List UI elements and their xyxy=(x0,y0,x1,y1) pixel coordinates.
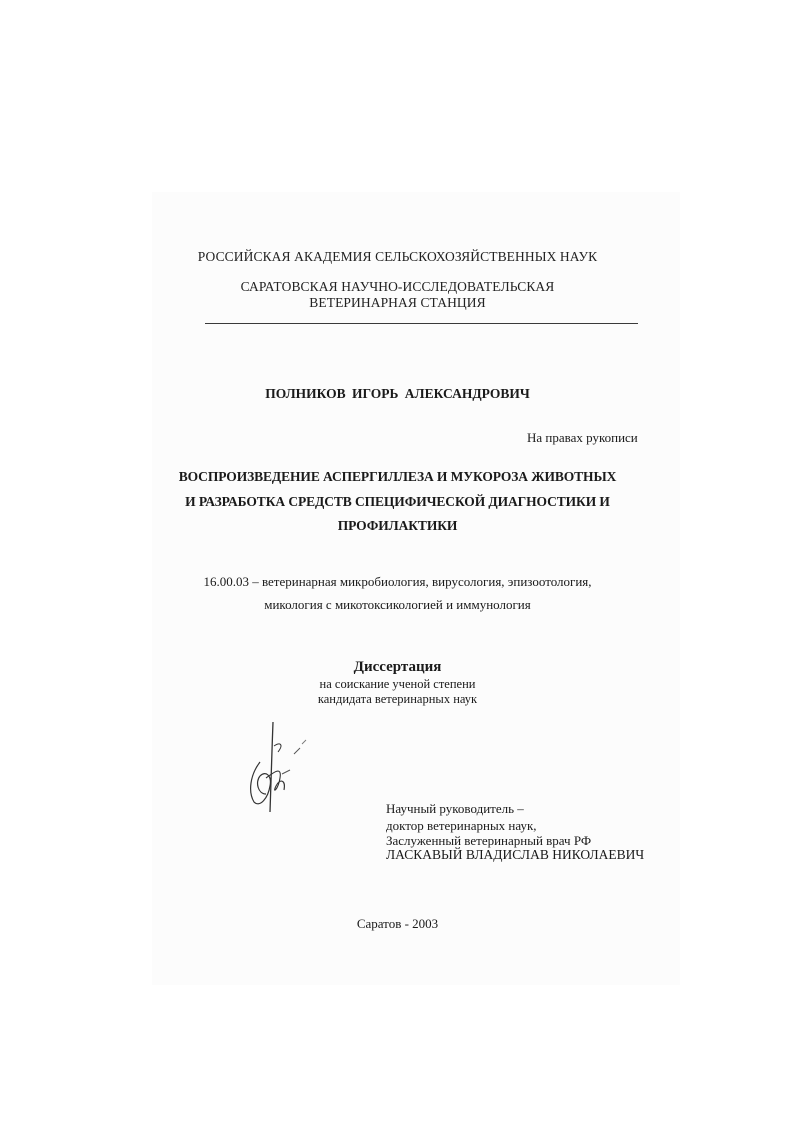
station-name-line2: ВЕТЕРИНАРНАЯ СТАНЦИЯ xyxy=(309,295,486,310)
header-divider xyxy=(205,323,638,324)
place-and-year: Саратов - 2003 xyxy=(356,916,439,931)
academy-name: РОССИЙСКАЯ АКАДЕМИЯ СЕЛЬСКОХОЗЯЙСТВЕННЫХ НАУК xyxy=(197,249,598,264)
thesis-title-line2: И РАЗРАБОТКА СРЕДСТВ СПЕЦИФИЧЕСКОЙ ДИАГНОСТИКИ И xyxy=(185,494,610,509)
thesis-title-line3: ПРОФИЛАКТИКИ xyxy=(337,518,458,533)
dissertation-heading: Диссертация xyxy=(353,659,442,675)
specialty-line1: 16.00.03 – ветеринарная микробиология, вирусология, эпизоотология, xyxy=(203,574,592,589)
specialty-line2: микология с микотоксикологией и иммунология xyxy=(264,597,531,612)
station-name-line1: САРАТОВСКАЯ НАУЧНО-ИССЛЕДОВАТЕЛЬСКАЯ xyxy=(240,279,555,294)
author-name: ПОЛНИКОВ ИГОРЬ АЛЕКСАНДРОВИЧ xyxy=(265,386,530,401)
signature-icon xyxy=(246,720,316,815)
supervisor-role: Научный руководитель – xyxy=(386,801,524,816)
dissertation-degree-line2: кандидата ветеринарных наук xyxy=(317,692,478,706)
supervisor-name: ЛАСКАВЫЙ ВЛАДИСЛАВ НИКОЛАЕВИЧ xyxy=(386,847,645,862)
supervisor-degree: доктор ветеринарных наук, xyxy=(386,818,537,833)
supervisor-honorary-title: Заслуженный ветеринарный врач РФ xyxy=(386,833,592,848)
manuscript-note: На правах рукописи xyxy=(527,430,638,445)
thesis-title-line1: ВОСПРОИЗВЕДЕНИЕ АСПЕРГИЛЛЕЗА И МУКОРОЗА ЖИВОТНЫХ xyxy=(178,469,617,484)
dissertation-degree-line1: на соискание ученой степени xyxy=(319,677,476,691)
